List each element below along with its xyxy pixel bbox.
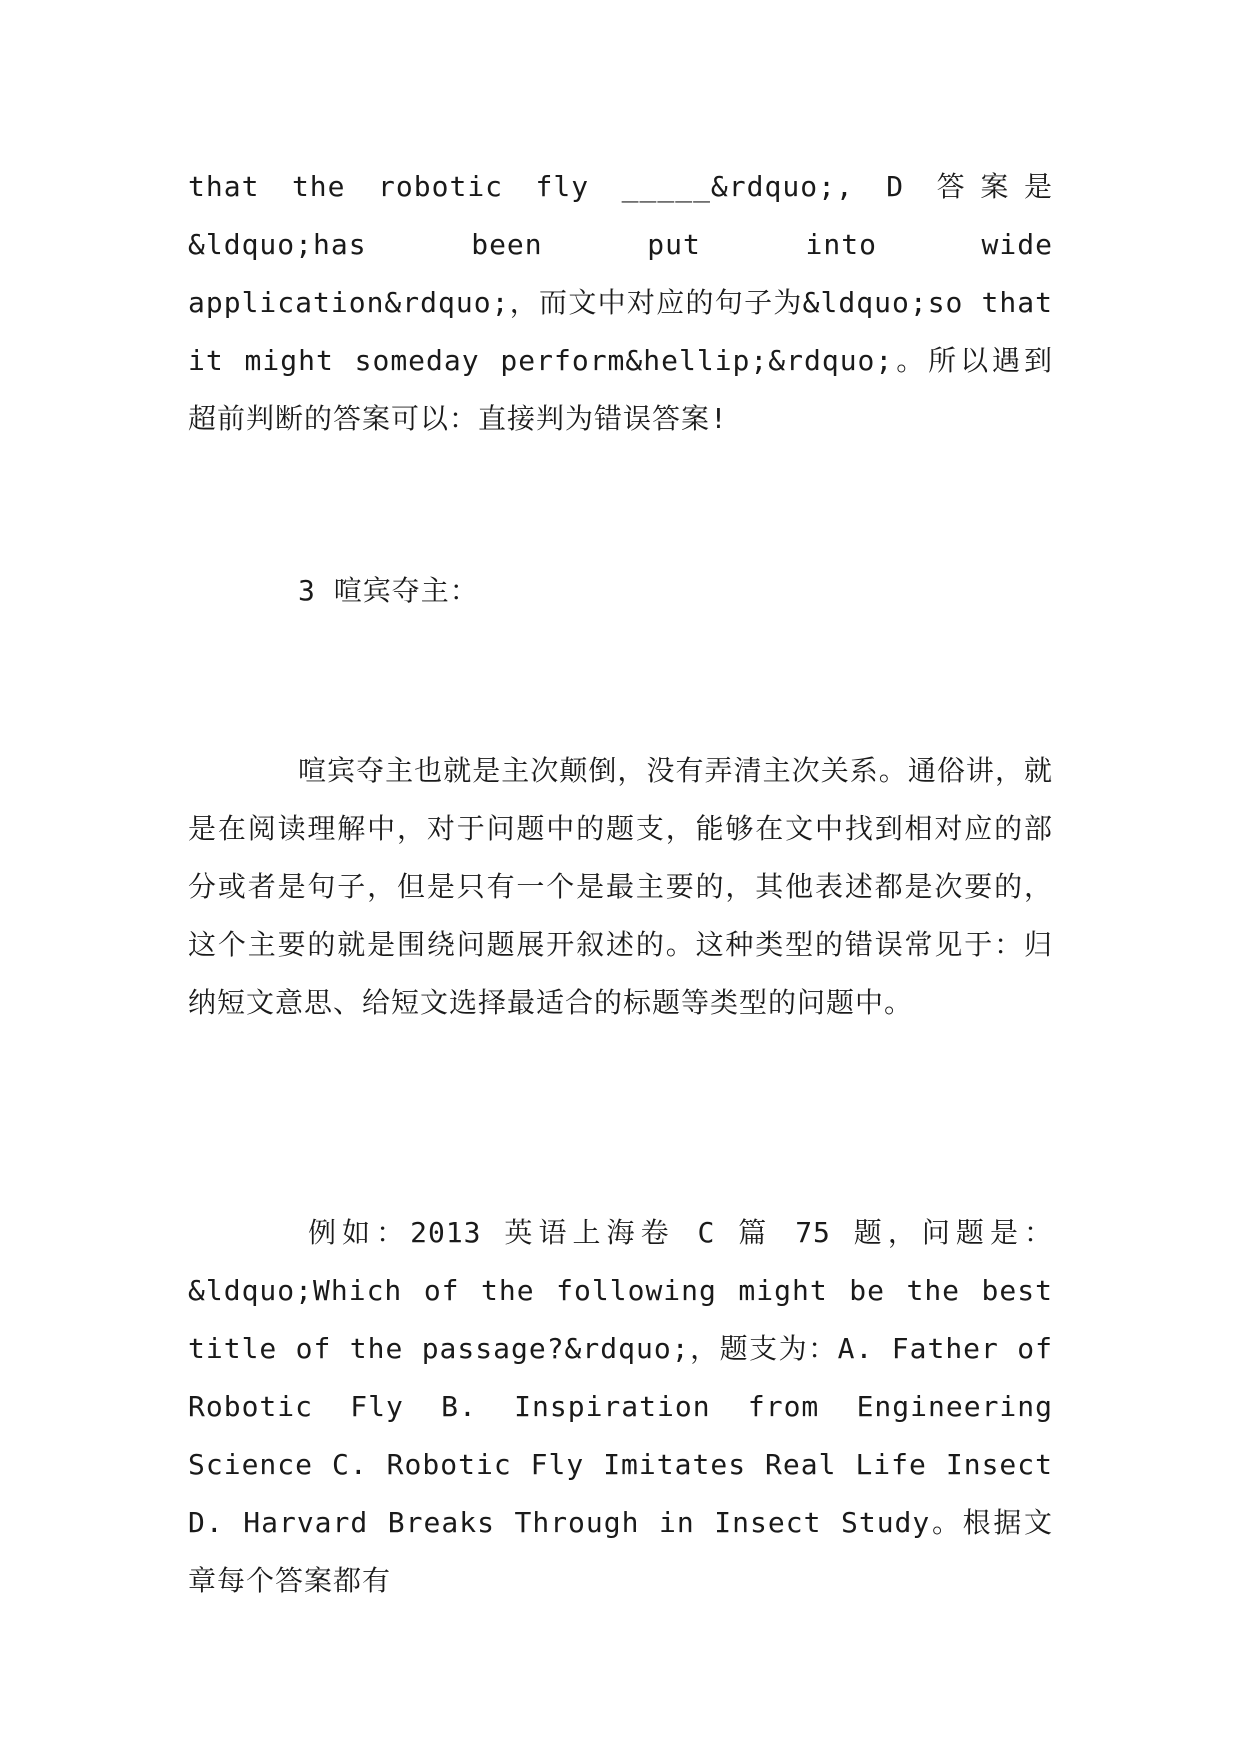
paragraph-example: 例如：2013 英语上海卷 C 篇 75 题，问题是：&ldquo;Which of the following might be the best title of the passage?&rdquo;，题支为：A. Father of Robotic Fly B. Inspiration from Engineering Science C. Robotic Fly Imitates Real Life Insect D. Harvard Breaks Through in Insect Study。根据文章每个答案都有 [188,1216,1053,1597]
paragraph-answer-analysis: that the robotic fly _____&rdquo;, D 答案是&ldquo;has been put into wide application&rdquo;，而文中对应的句子为&ldquo;so that it might someday perform&hellip;&rdquo;。所以遇到超前判断的答案可以：直接判为错误答案! [188,170,1053,435]
section-heading: 3 喧宾夺主： [298,574,479,607]
paragraph-explanation: 喧宾夺主也就是主次颠倒，没有弄清主次关系。通俗讲，就是在阅读理解中，对于问题中的题支，能够在文中找到相对应的部分或者是句子，但是只有一个是最主要的，其他表述都是次要的，这个主要的就是围绕问题展开叙述的。这种类型的错误常见于：归纳短文意思、给短文选择最适合的标题等类型的问题中。 [188,754,1053,1019]
